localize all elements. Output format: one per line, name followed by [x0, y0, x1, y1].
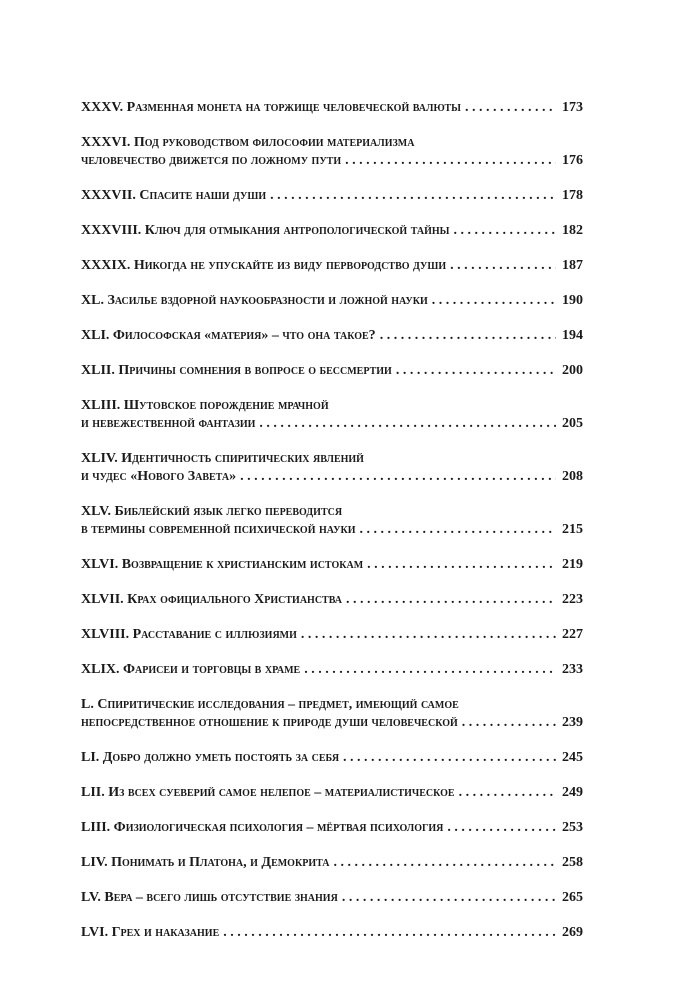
- toc-entry[interactable]: [81, 222, 583, 240]
- toc-entry-line: [81, 222, 583, 240]
- toc-page-number: 208: [562, 469, 583, 484]
- toc-entry-title: XLI. Философская «материя» – что она такое?: [81, 328, 376, 343]
- dot-leader: [343, 749, 556, 767]
- toc-entry-line: [81, 749, 583, 767]
- toc-entry-line: [81, 696, 583, 714]
- toc-entry-title: человечество движется по ложному пути: [81, 153, 342, 168]
- dot-leader: [453, 222, 556, 240]
- toc-entry-title: и чудес «Нового Завета»: [81, 469, 237, 484]
- toc-entry-title: XXXIX. Никогда не упускайте из виду первородство души: [81, 258, 447, 273]
- toc-entry-line: [81, 521, 583, 539]
- dot-leader: [345, 152, 556, 170]
- toc-page-number: 233: [562, 662, 583, 677]
- toc-entry-title: L. Спиритические исследования – предмет, имеющий самое: [81, 697, 459, 712]
- toc-entry-line: [81, 187, 583, 205]
- toc-entry-line: [81, 854, 583, 872]
- toc-entry-line: [81, 415, 583, 433]
- dot-leader: [450, 257, 556, 275]
- toc-entry-title: непосредственное отношение к природе души человеческой: [81, 715, 458, 730]
- toc-page-number: 245: [562, 750, 583, 765]
- toc-entry[interactable]: [81, 696, 583, 732]
- toc-entry-title: LIV. Понимать и Платона, и Демокрита: [81, 855, 330, 870]
- toc-page-number: 223: [562, 592, 583, 607]
- dot-leader: [447, 819, 556, 837]
- dot-leader: [462, 714, 556, 732]
- toc-entry-title: XLII. Причины сомнения в вопросе о бессмертии: [81, 363, 392, 378]
- toc-entry[interactable]: [81, 292, 583, 310]
- toc-entry-line: [81, 591, 583, 609]
- toc-entry-line: [81, 503, 583, 521]
- toc-page-number: 190: [562, 293, 583, 308]
- toc-entry[interactable]: [81, 397, 583, 433]
- toc-entry-title: LIII. Физиологическая психология – мёртвая психология: [81, 820, 444, 835]
- toc-entry-line: [81, 714, 583, 732]
- toc-entry-line: [81, 889, 583, 907]
- dot-leader: [465, 99, 556, 117]
- dot-leader: [396, 362, 556, 380]
- dot-leader: [359, 521, 556, 539]
- toc-entry[interactable]: [81, 626, 583, 644]
- toc-page-number: 205: [562, 416, 583, 431]
- toc-entry-line: [81, 152, 583, 170]
- toc-page-number: 249: [562, 785, 583, 800]
- dot-leader: [304, 661, 556, 679]
- toc-entry[interactable]: [81, 819, 583, 837]
- toc-entry-line: [81, 257, 583, 275]
- dot-leader: [459, 784, 556, 802]
- toc-entry-line: [81, 99, 583, 117]
- toc-page-number: 253: [562, 820, 583, 835]
- dot-leader: [259, 415, 556, 433]
- toc-page-number: 178: [562, 188, 583, 203]
- toc-entry[interactable]: [81, 854, 583, 872]
- toc-entry-line: [81, 924, 583, 942]
- toc-page-number: 187: [562, 258, 583, 273]
- toc-page-number: 239: [562, 715, 583, 730]
- toc-entry[interactable]: [81, 450, 583, 486]
- toc-entry[interactable]: [81, 661, 583, 679]
- toc-entry-line: [81, 626, 583, 644]
- dot-leader: [334, 854, 557, 872]
- toc-entry-title: и невежественной фантазии: [81, 416, 256, 431]
- toc-entry-line: [81, 327, 583, 345]
- toc-page-number: 173: [562, 100, 583, 115]
- toc-entry-line: [81, 362, 583, 380]
- toc-entry-title: в термины современной психической науки: [81, 522, 356, 537]
- dot-leader: [270, 187, 556, 205]
- toc-entry-title: XXXVII. Спасите наши души: [81, 188, 267, 203]
- dot-leader: [367, 556, 556, 574]
- toc-entry[interactable]: [81, 362, 583, 380]
- table-of-contents: [81, 99, 583, 959]
- toc-entry-line: [81, 784, 583, 802]
- toc-entry-line: [81, 661, 583, 679]
- toc-page-number: 176: [562, 153, 583, 168]
- toc-entry-title: LVI. Грех и наказание: [81, 925, 220, 940]
- toc-entry-title: XXXVIII. Ключ для отмыкания антропологической тайны: [81, 223, 450, 238]
- toc-entry-title: XLVII. Крах официального Христианства: [81, 592, 342, 607]
- dot-leader: [432, 292, 556, 310]
- dot-leader: [240, 468, 556, 486]
- toc-page-number: 219: [562, 557, 583, 572]
- toc-entry[interactable]: [81, 134, 583, 170]
- toc-entry-title: XLIX. Фарисеи и торговцы в храме: [81, 662, 301, 677]
- toc-page-number: 215: [562, 522, 583, 537]
- toc-entry-title: XLV. Библейский язык легко переводится: [81, 504, 343, 519]
- toc-entry[interactable]: [81, 327, 583, 345]
- dot-leader: [380, 327, 556, 345]
- toc-page-number: 265: [562, 890, 583, 905]
- toc-entry[interactable]: [81, 924, 583, 942]
- toc-entry-title: XL. Засилье вздорной наукообразности и ложной науки: [81, 293, 428, 308]
- toc-page-number: 200: [562, 363, 583, 378]
- toc-page-number: 182: [562, 223, 583, 238]
- toc-entry[interactable]: [81, 99, 583, 117]
- toc-entry-line: [81, 556, 583, 574]
- dot-leader: [346, 591, 556, 609]
- toc-entry-title: XLIV. Идентичность спиритических явлений: [81, 451, 364, 466]
- toc-entry-line: [81, 134, 583, 152]
- toc-page-number: 227: [562, 627, 583, 642]
- toc-entry[interactable]: [81, 591, 583, 609]
- dot-leader: [342, 889, 556, 907]
- toc-entry-title: XLIII. Шутовское порождение мрачной: [81, 398, 329, 413]
- toc-entry-title: LI. Добро должно уметь постоять за себя: [81, 750, 340, 765]
- toc-page-number: 269: [562, 925, 583, 940]
- toc-entry-title: XLVIII. Расставание с иллюзиями: [81, 627, 297, 642]
- toc-entry[interactable]: [81, 749, 583, 767]
- dot-leader: [223, 924, 556, 942]
- toc-entry-title: XLVI. Возвращение к христианским истокам: [81, 557, 364, 572]
- toc-entry[interactable]: [81, 889, 583, 907]
- toc-entry[interactable]: [81, 503, 583, 539]
- toc-entry[interactable]: [81, 556, 583, 574]
- toc-entry[interactable]: [81, 257, 583, 275]
- toc-entry-line: [81, 292, 583, 310]
- toc-entry[interactable]: [81, 784, 583, 802]
- toc-entry-line: [81, 450, 583, 468]
- toc-entry[interactable]: [81, 187, 583, 205]
- toc-entry-title: XXXV. Разменная монета на торжище человеческой валюты: [81, 100, 461, 115]
- toc-entry-title: XXXVI. Под руководством философии материализма: [81, 135, 415, 150]
- toc-entry-title: LV. Вера – всего лишь отсутствие знания: [81, 890, 338, 905]
- toc-entry-line: [81, 397, 583, 415]
- toc-entry-line: [81, 468, 583, 486]
- dot-leader: [301, 626, 556, 644]
- toc-entry-title: LII. Из всех суеверий самое нелепое – материалистическое: [81, 785, 455, 800]
- toc-page-number: 258: [562, 855, 583, 870]
- toc-page-number: 194: [562, 328, 583, 343]
- toc-entry-line: [81, 819, 583, 837]
